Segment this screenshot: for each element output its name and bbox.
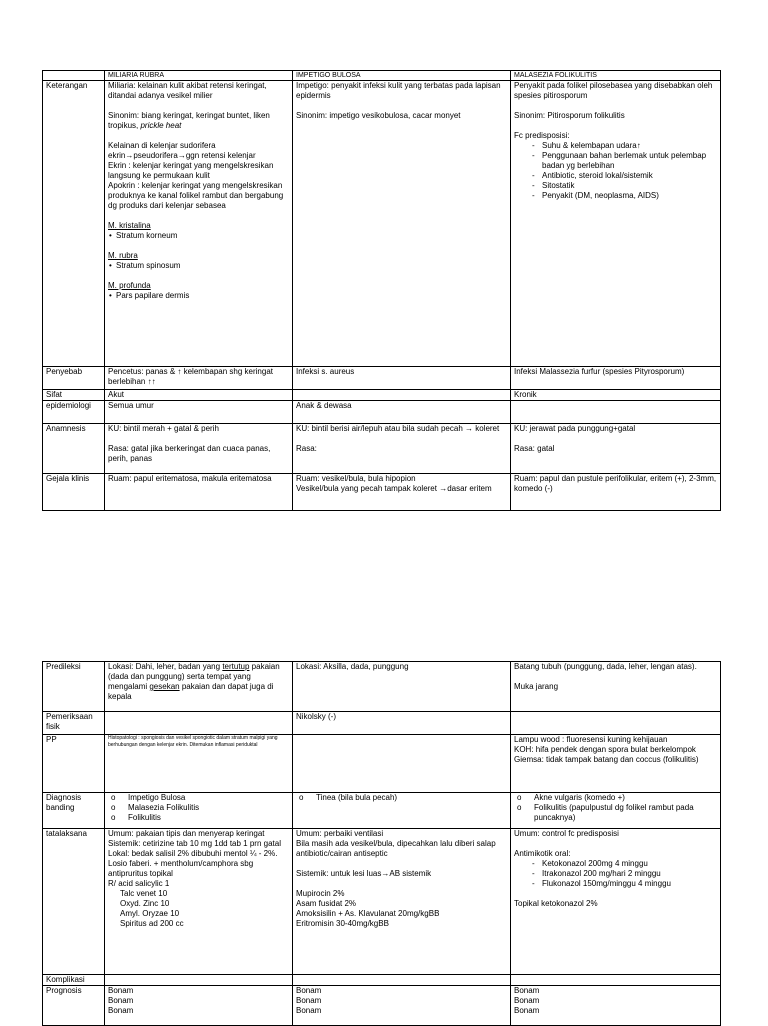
cell	[105, 735, 293, 793]
list-item: - Penggunaan bahan berlemak untuk pelembap badan yg berlebihan	[514, 151, 717, 171]
text: Ruam: papul eritematosa, makula eritematosa	[108, 474, 272, 483]
cell	[293, 474, 511, 511]
subtype-name: M. profunda	[108, 281, 151, 290]
subtype-name: M. kristalina	[108, 221, 151, 230]
row-label: Penyebab	[43, 367, 105, 390]
row-label: Prognosis	[43, 986, 105, 1026]
list-item: - Suhu & kelembapan udara↑	[514, 141, 717, 151]
text: Sinonim: Pitirosporum folikulitis	[514, 111, 625, 120]
row-label: tatalaksana	[43, 829, 105, 975]
text: Histopatologi : spongiosis dan vesikel spongiotic dalam stratum malpigi yang berhubungan dengan kelenjar ekrin. Ditemukan inflamasi periduktal	[108, 735, 278, 748]
text: pakaian dan dapat juga di kepala	[108, 682, 274, 701]
text: Bonam Bonam Bonam	[296, 986, 322, 1015]
table-row	[43, 662, 721, 712]
row-label: Komplikasi	[43, 975, 105, 986]
list-item: o Folikulitis (papulpustul dg folikel rambut pada puncaknya)	[514, 803, 717, 823]
cell	[105, 712, 293, 735]
text: Penyakit pada folikel pilosebasea yang disebabkan oleh spesies pitirosporum	[514, 81, 713, 100]
text: Miliaria: kelainan kulit akibat retensi keringat, ditandai adanya vesikel milier	[108, 81, 267, 100]
cell: Kronik	[511, 390, 721, 401]
list	[514, 793, 717, 823]
cell	[105, 662, 293, 712]
row-label: PP	[43, 735, 105, 793]
text: Rasa: gatal jika berkeringat dan cuaca panas, perih, panas	[108, 444, 271, 463]
cell	[293, 390, 511, 401]
table-row	[43, 735, 721, 793]
cell	[293, 424, 511, 474]
text: KU: bintil berisi air/lepuh atau bila sudah pecah → koleret	[296, 424, 500, 433]
header-cell: MILIARIA RUBRA	[105, 71, 293, 81]
text: Sinonim: impetigo vesikobulosa, cacar monyet	[296, 111, 461, 120]
cell	[511, 986, 721, 1026]
cell	[105, 975, 293, 986]
subtype	[108, 281, 289, 301]
table-top	[42, 70, 721, 511]
cell: Pencetus: panas & ↑ kelembapan shg keringat berlebihan ↑↑	[105, 367, 293, 390]
text: Fc predisposisi:	[514, 131, 570, 140]
text: prickle heat	[140, 121, 182, 130]
table-row	[43, 424, 721, 474]
text	[108, 111, 289, 131]
cell	[511, 793, 721, 829]
cell	[511, 975, 721, 986]
cell	[511, 474, 721, 511]
list-item: - Antibiotic, steroid lokal/sistemik	[514, 171, 717, 181]
cell	[511, 424, 721, 474]
text: Rasa:	[296, 444, 317, 453]
subtype-name: M. rubra	[108, 251, 138, 260]
text: tertutup	[222, 662, 250, 671]
cell	[105, 474, 293, 511]
cell	[511, 81, 721, 367]
table-row	[43, 829, 721, 975]
text: Sistemik: untuk lesi luas→AB sistemik	[296, 869, 432, 878]
row-label: Anamnesis	[43, 424, 105, 474]
subtype	[108, 221, 289, 241]
text: Sistemik: cetirizine tab 10 mg 1dd tab 1 prn gatal	[108, 839, 281, 848]
text: Lokasi: Dahi, leher, badan yang	[108, 662, 223, 671]
text: Impetigo: penyakit infeksi kulit yang terbatas pada lapisan epidermis	[296, 81, 501, 100]
cell	[105, 424, 293, 474]
table-header-row	[43, 71, 721, 81]
cell	[293, 986, 511, 1026]
list-item: - Sitostatik	[514, 181, 717, 191]
cell	[293, 829, 511, 975]
table-row	[43, 474, 721, 511]
row-label: Keterangan	[43, 81, 105, 367]
table-row	[43, 712, 721, 735]
list	[514, 141, 717, 201]
list-item: o Malasezia Folikulitis	[108, 803, 289, 813]
text: pakaian (dada dan punggung) serta tempat yang mengalami	[108, 662, 280, 691]
text: Lampu wood : fluoresensi kuning kehijauan KOH: hifa pendek dengan spora bulat berkelompok Giemsa: tidak tampak batang dan coccus (folikulitis)	[514, 735, 699, 764]
cell	[511, 735, 721, 793]
list	[296, 793, 507, 803]
cell: Infeksi Malassezia furfur (spesies Pityrosporum)	[511, 367, 721, 390]
text: R/ acid salicylic 1	[108, 879, 170, 888]
text: Lokal: bedak salisil 2% dibubuhi mentol ¼ - 2%. Losio faberi. + mentholum/camphora sbg antipruritus topikal	[108, 849, 278, 878]
table-row	[43, 390, 721, 401]
cell	[511, 401, 721, 424]
cell	[105, 986, 293, 1026]
text: gesekan	[149, 682, 180, 691]
text: Talc venet 10	[120, 889, 168, 898]
cell	[105, 829, 293, 975]
text: KU: jerawat pada punggung+gatal	[514, 424, 636, 433]
list-item: - Itrakonazol 200 mg/hari 2 minggu	[514, 869, 717, 879]
text: Batang tubuh (punggung, dada, leher, lengan atas).	[514, 662, 697, 671]
header-cell	[43, 71, 105, 81]
text: Amyl. Oryzae 10	[120, 909, 180, 918]
table-bottom	[42, 661, 721, 1026]
list	[514, 859, 717, 889]
text: Rasa: gatal	[514, 444, 555, 453]
list-item: o Akne vulgaris (komedo +)	[514, 793, 717, 803]
list-item: - Penyakit (DM, neoplasma, AIDS)	[514, 191, 717, 201]
text: Sinonim: biang keringat, keringat buntet, liken tropikus,	[108, 111, 270, 130]
cell: Akut	[105, 390, 293, 401]
text: Oxyd. Zinc 10	[120, 899, 170, 908]
text: Umum: control fc predisposisi	[514, 829, 619, 838]
text: Bonam Bonam Bonam	[108, 986, 134, 1015]
cell: Nikolsky (-)	[293, 712, 511, 735]
cell	[105, 793, 293, 829]
text: Spiritus ad 200 cc	[120, 919, 184, 928]
list-item: o Impetigo Bulosa	[108, 793, 289, 803]
cell	[293, 735, 511, 793]
list-item: - Flukonazol 150mg/minggu 4 minggu	[514, 879, 717, 889]
cell: Anak & dewasa	[293, 401, 511, 424]
cell: Infeksi s. aureus	[293, 367, 511, 390]
row-label: Sifat	[43, 390, 105, 401]
cell	[293, 975, 511, 986]
list-item: • Stratum korneum	[108, 231, 289, 241]
table-row	[43, 986, 721, 1026]
cell: Semua umur	[105, 401, 293, 424]
text: Topikal ketokonazol 2%	[514, 899, 598, 908]
table-row	[43, 367, 721, 390]
table-row	[43, 81, 721, 367]
cell	[511, 829, 721, 975]
text: Antimikotik oral:	[514, 849, 571, 858]
text: Kelainan di kelenjar sudorifera ekrin→pseudorifera→ggn retensi kelenjar Ekrin : kelenjar keringat yang mengelskresikan langsung ke permukaan kulit Apokrin : kelenjar keringat yang mengelskresikan produknya ke kanal folikel rambut dan bergabung dg produks dari kelenjar sebasea	[108, 141, 284, 210]
row-label: Pemeriksaan fisik	[43, 712, 105, 735]
cell: Lokasi: Aksilla, dada, punggung	[293, 662, 511, 712]
table-row	[43, 401, 721, 424]
cell	[293, 81, 511, 367]
cell	[511, 712, 721, 735]
table-row	[43, 793, 721, 829]
list-item: o Tinea (bila bula pecah)	[296, 793, 507, 803]
text: Umum: perbaiki ventilasi Bila masih ada vesikel/bula, dipecahkan lalu diberi salap antibiotic/cairan antiseptic	[296, 829, 496, 858]
row-label: Diagnosis banding	[43, 793, 105, 829]
list-item: • Pars papilare dermis	[108, 291, 289, 301]
header-cell: MALASEZIA FOLIKULITIS	[511, 71, 721, 81]
subtype	[108, 251, 289, 271]
list-item: • Stratum spinosum	[108, 261, 289, 271]
text: Mupirocin 2% Asam fusidat 2% Amoksisilin + As. Klavulanat 20mg/kgBB Eritromisin 30-40mg/kgBB	[296, 889, 440, 928]
text: Umum: pakaian tipis dan menyerap keringat	[108, 829, 265, 838]
list-item: o Folikulitis	[108, 813, 289, 823]
row-label: Gejala klinis	[43, 474, 105, 511]
text: Bonam Bonam Bonam	[514, 986, 540, 1015]
cell	[105, 81, 293, 367]
row-label: epidemiologi	[43, 401, 105, 424]
text: Ruam: vesikel/bula, bula hipopion Vesikel/bula yang pecah tampak koleret →dasar eritem	[296, 474, 492, 493]
text	[108, 662, 289, 702]
text: Ruam: papul dan pustule perifolikular, eritem (+), 2-3mm, komedo (-)	[514, 474, 717, 493]
cell	[293, 793, 511, 829]
table-row	[43, 975, 721, 986]
row-label: Predileksi	[43, 662, 105, 712]
text: KU: bintil merah + gatal & perih	[108, 424, 219, 433]
text: Muka jarang	[514, 682, 559, 691]
cell	[511, 662, 721, 712]
list-item: - Ketokonazol 200mg 4 minggu	[514, 859, 717, 869]
header-cell: IMPETIGO BULOSA	[293, 71, 511, 81]
list	[108, 793, 289, 823]
